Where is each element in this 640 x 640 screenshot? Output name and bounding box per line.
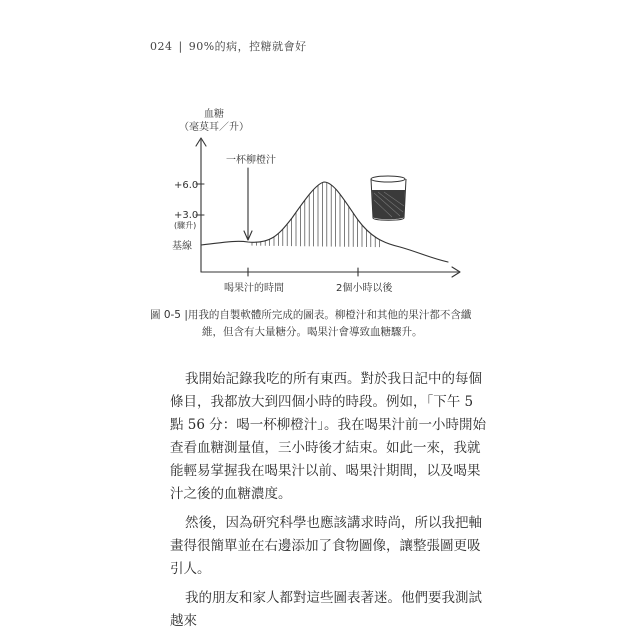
caption-separator: | [184, 309, 188, 321]
page-number: 024 [150, 40, 173, 53]
x-label-two-hours: 2個小時以後 [336, 283, 393, 294]
y-axis-unit: （毫莫耳／升） [179, 122, 249, 133]
y-tick-label-plus3: +3.0 [174, 210, 199, 221]
figure-caption [150, 307, 480, 341]
baseline-label: 基線 [172, 241, 192, 252]
caption-line-2: 維，但含有大量糖分。喝果汁會導致血糖驟升。 [202, 326, 423, 338]
blood-sugar-curve [201, 182, 448, 262]
y-tick-label-plus6: +6.0 [174, 180, 199, 191]
running-head [150, 38, 307, 54]
annotation-orange-juice: 一杯柳橙汁 [226, 155, 276, 166]
y-axis-title: 血糖 [204, 109, 224, 120]
running-head-separator: | [178, 40, 183, 53]
caption-label: 圖 0-5 [150, 309, 181, 321]
curve-hatching [252, 182, 380, 247]
body-text [170, 368, 490, 639]
paragraph-1: 我開始記錄我吃的所有東西。對於我日記中的每個條目，我都放大到四個小時的時段。例如，「下午 5 點 56 分：喝一杯柳橙汁」。我在喝果汁前一小時開始查看血糖測量值，三小時後才結束。如此一來，我就能輕易掌握我在喝果汁以前、喝果汁期間，以及喝果汁之後的血糖濃度。 [170, 371, 487, 502]
caption-line-1: 用我的自製軟體所完成的圖表。柳橙汁和其他的果汁都不含纖 [187, 309, 472, 321]
paragraph-3: 我的朋友和家人都對這些圖表著迷。他們要我測試越來 [170, 590, 482, 629]
blood-sugar-figure [160, 100, 480, 300]
x-label-drink-time: 喝果汁的時間 [224, 283, 284, 294]
glass-of-juice-icon [371, 176, 406, 220]
book-title: 90%的病，控糖就會好 [188, 40, 307, 53]
y-tick-note-spike: (驟升) [174, 221, 197, 230]
paragraph-2: 然後，因為研究科學也應該講求時尚，所以我把軸畫得很簡單並在右邊添加了食物圖像，讓整張圖更吸引人。 [170, 515, 482, 577]
